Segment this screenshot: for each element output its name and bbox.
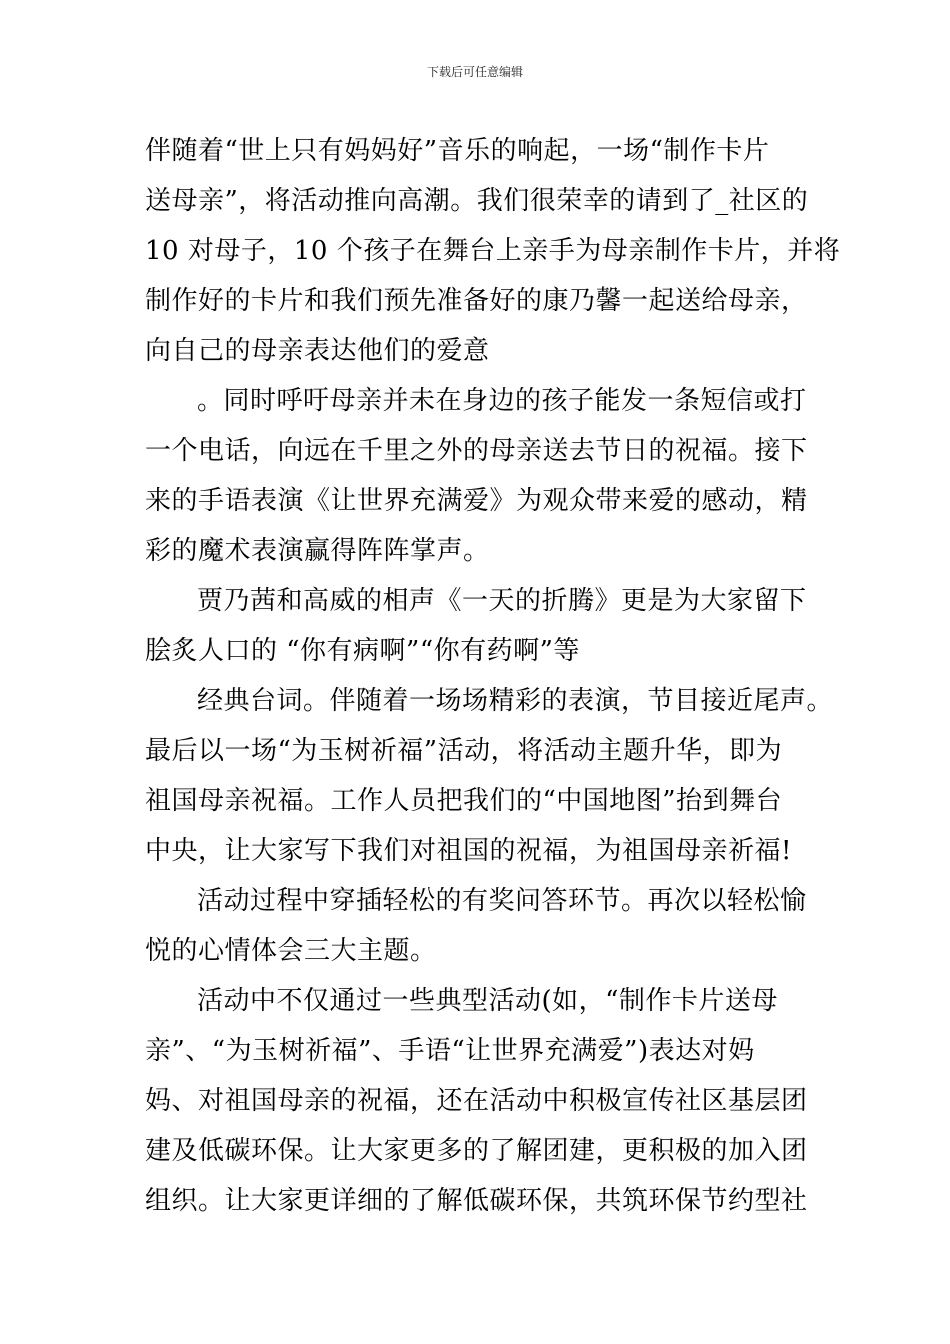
text-line: 一个电话，向远在千里之外的母亲送去节日的祝福。接下: [145, 436, 808, 466]
text-line: 经典台词。伴随着一场场精彩的表演，节目接近尾声。: [197, 686, 834, 716]
text-line: 建及低碳环保。让大家更多的了解团建，更积极的加入团: [145, 1136, 808, 1166]
text-line: 伴随着“世上只有妈妈好”音乐的响起，一场“制作卡片: [145, 136, 770, 166]
text-line: 祖国母亲祝福。工作人员把我们的“中国地图”抬到舞台: [145, 786, 783, 816]
text-line: 悦的心情体会三大主题。: [145, 936, 437, 966]
text-line: 。同时呼吁母亲并未在身边的孩子能发一条短信或打: [197, 386, 807, 416]
text-line: 活动中不仅通过一些典型活动(如，“制作卡片送母: [197, 986, 778, 1016]
text-line: 脍炙人口的 “你有病啊”“你有药啊”等: [145, 636, 580, 666]
text-line: 10 对母子，10 个孩子在舞台上亲手为母亲制作卡片，并将: [145, 236, 841, 266]
text-line: 来的手语表演《让世界充满爱》为观众带来爱的感动，精: [145, 486, 808, 516]
text-line: 彩的魔术表演赢得阵阵掌声。: [145, 536, 490, 566]
text-line: 亲”、“为玉树祈福”、手语“让世界充满爱”)表达对妈: [145, 1036, 755, 1066]
text-line: 妈、对祖国母亲的祝福，还在活动中积极宣传社区基层团: [145, 1086, 808, 1116]
text-line: 活动过程中穿插轻松的有奖问答环节。再次以轻松愉: [197, 886, 807, 916]
text-line: 送母亲”，将活动推向高潮。我们很荣幸的请到了_社区的: [145, 186, 809, 216]
text-line: 组织。让大家更详细的了解低碳环保，共筑环保节约型社: [145, 1186, 808, 1216]
text-line: 向自己的母亲表达他们的爱意: [145, 336, 490, 366]
text-line: 贾乃茜和高威的相声《一天的折腾》更是为大家留下: [197, 586, 807, 616]
document-body: [145, 126, 841, 1226]
text-line: 最后以一场“为玉树祈福”活动，将活动主题升华，即为: [145, 736, 783, 766]
text-line: 中央，让大家写下我们对祖国的祝福，为祖国母亲祈福!: [145, 836, 792, 866]
page-header: 下载后可任意编辑: [426, 65, 523, 79]
text-line: 制作好的卡片和我们预先准备好的康乃馨一起送给母亲，: [145, 286, 808, 316]
